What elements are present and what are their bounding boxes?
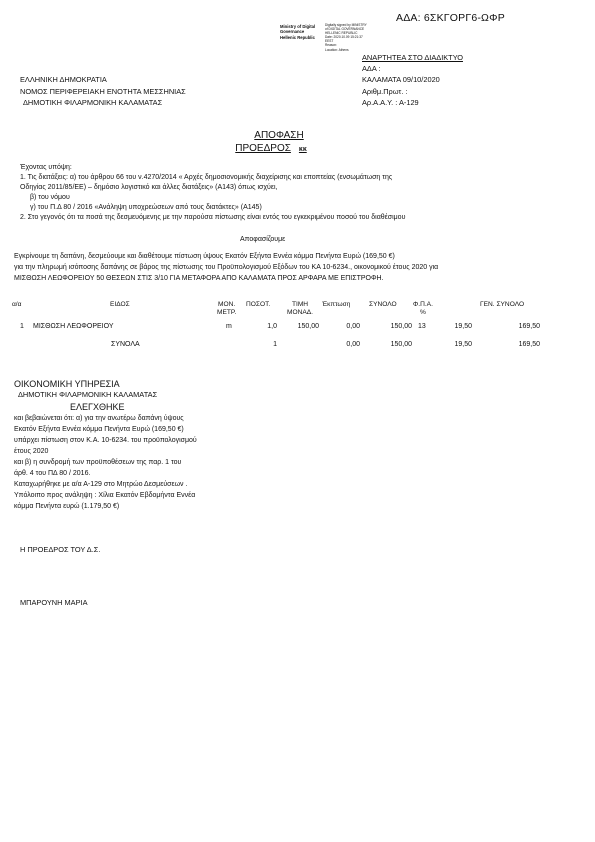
totals-posot: 1 xyxy=(273,341,277,348)
signatory-role: Η ΠΡΟΕΔΡΟΣ ΤΟΥ Δ.Σ. xyxy=(20,545,101,554)
subtitle-text: ΠΡΟΕΔΡΟΣ xyxy=(235,143,291,154)
considering-heading: Έχοντας υπόψη: xyxy=(20,164,72,171)
finance-line: Υπόλοιπο προς ανάληψη : Χίλια Εκατόν Εβδομήντα Εννέα xyxy=(14,492,196,499)
issuer-country: ΕΛΛΗΝΙΚΗ ΔΗΜΟΚΡΑΤΙΑ xyxy=(20,75,107,84)
cell-fpa-rate: 13 xyxy=(418,323,426,330)
protocol-number: Αριθμ.Πρωτ. : xyxy=(362,87,408,96)
stamp-line: HELLENIC REPUBLIC xyxy=(325,31,358,36)
finance-line: και βεβαιώνεται ότι: α) για την ανωτέρω δαπάνη ύψους xyxy=(14,415,184,422)
ada-label: ΑΔΑ : xyxy=(362,64,381,73)
col-header-mon-line: ΜΟΝ. xyxy=(218,301,236,308)
document-title: ΑΠΟΦΑΣΗ xyxy=(254,130,304,141)
considering-item: Οδηγίας 2011/85/ΕΕ) – δημόσιο λογιστικό και άλλες διατάξεις» (Α143) όπως ισχύει, xyxy=(20,184,278,191)
signatory-name: ΜΠΑΡΟΥΝΗ ΜΑΡΙΑ xyxy=(20,598,88,607)
finance-line: Εκατόν Εξήντα Εννέα κόμμα Πενήντα Ευρώ (169,50 €) xyxy=(14,426,184,433)
decision-heading: Αποφασίζουμε xyxy=(240,236,286,243)
col-header-eidos: ΕΙΔΟΣ xyxy=(110,301,130,308)
digital-signature-block xyxy=(280,24,315,40)
stamp-line: Reason: xyxy=(325,43,337,48)
considering-item: 1. Τις διατάξεις: α) του άρθρου 66 του ν.4270/2014 « Αρχές δημοσιονομικής διαχείρισης και εποπτείας (ενσωμάτωση της xyxy=(20,174,393,181)
stamp-line: of DIGITAL GOVERNANCE xyxy=(325,27,365,32)
checked-label: ΕΛΕΓΧΘΗΚΕ xyxy=(70,402,125,412)
finance-line: Καταχωρήθηκε με α/α Α-129 στο Μητρώο Δεσμεύσεων . xyxy=(14,481,188,488)
cell-synolo: 150,00 xyxy=(390,323,412,330)
document-subtitle xyxy=(191,143,351,154)
finance-line: έτους 2020 xyxy=(14,448,49,455)
col-header-mon-line: ΜΕΤΡ. xyxy=(217,309,237,316)
cell-mon: m xyxy=(226,323,232,330)
cell-ekptosi: 0,00 xyxy=(346,323,360,330)
finance-line: υπάρχει πίστωση στον Κ.Α. 10-6234. του προϋπολογισμού xyxy=(14,437,197,444)
totals-gen-synolo: 169,50 xyxy=(518,341,540,348)
decision-line: ΜΙΣΘΩΣΗ ΛΕΩΦΟΡΕΙΟΥ 50 ΘΕΣΕΩΝ ΣΤΙΣ 3/10 ΓΙΑ ΜΕΤΑΦΟΡΑ ΑΠΟ ΚΑΛΑΜΑΤΑ ΠΡΟΣ ΑΡΦΑΡΑ ΜΕ ΕΠΙΣΤΡΟΦΗ. xyxy=(14,275,384,282)
finance-service-heading: ΟΙΚΟΝΟΜΙΚΗ ΥΠΗΡΕΣΙΑ xyxy=(14,379,120,389)
ada-code: ΑΔΑ: 6ΣΚΓΟΡΓ6-ΩΦΡ xyxy=(396,12,505,24)
subtitle-suffix: κκ xyxy=(298,146,307,153)
totals-ekptosi: 0,00 xyxy=(346,341,360,348)
col-header-fpa xyxy=(413,301,433,317)
stamp-line: Digitally signed by MINISTRY xyxy=(325,23,367,27)
col-header-gen-synolo: ΓΕΝ. ΣΥΝΟΛΟ xyxy=(480,301,525,308)
col-header-fpa-line: % xyxy=(420,309,426,316)
col-header-timi xyxy=(287,301,313,317)
aay-number: Αρ.Α.Α.Υ. : Α-129 xyxy=(362,98,419,107)
totals-fpa-amount: 19,50 xyxy=(454,341,472,348)
stamp-line: Date: 2020.10.09 15:21:37 xyxy=(325,35,363,40)
col-header-fpa-line: Φ.Π.Α. xyxy=(413,301,433,308)
considering-item: β) του νόμου xyxy=(30,194,70,201)
finance-line: και β) η συνδρομή των προϋποθέσεων της παρ. 1 του xyxy=(14,459,182,466)
cell-timi: 150,00 xyxy=(297,323,319,330)
signature-line: Ministry of Digital xyxy=(280,24,316,29)
finance-organization: ΔΗΜΟΤΙΚΗ ΦΙΛΑΡΜΟΝΙΚΗ ΚΑΛΑΜΑΤΑΣ xyxy=(18,390,158,399)
finance-line: κόμμα Πενήντα ευρώ (1.179,50 €) xyxy=(14,503,120,510)
col-header-timi-line: ΤΙΜΗ xyxy=(291,301,309,308)
col-header-mon xyxy=(217,301,236,317)
col-header-synolo: ΣΥΝΟΛΟ xyxy=(369,301,397,308)
place-date: ΚΑΛΑΜΑΤΑ 09/10/2020 xyxy=(362,75,440,84)
totals-label: ΣΥΝΟΛΑ xyxy=(111,341,140,348)
cell-eidos: ΜΙΣΘΩΣΗ ΛΕΩΦΟΡΕΙΟΥ xyxy=(33,323,114,330)
considering-item: γ) του Π.Δ 80 / 2016 «Ανάληψη υποχρεώσεων από τους διατάκτες» (Α145) xyxy=(30,204,262,211)
signature-line: Hellenic Republic xyxy=(280,34,315,40)
decision-line: Εγκρίνουμε τη δαπάνη, δεσμεύουμε και διαθέτουμε πίστωση ύψους Εκατόν Εξήντα Εννέα κόμμα Πενήντα Ευρώ (169,50 €) xyxy=(14,253,395,260)
decision-line: για την πληρωμή ισόποσης δαπάνης σε βάρος της πίστωσης του Προϋπολογισμού Εξόδων του ΚΑ 10-6234., οικονομικού έτους 2020 για xyxy=(14,264,439,271)
col-header-aa: α/α xyxy=(12,301,22,308)
cell-fpa-amount: 19,50 xyxy=(454,323,472,330)
col-header-posot: ΠΟΣΟΤ. xyxy=(246,301,271,308)
issuer-organization: ΔΗΜΟΤΙΚΗ ΦΙΛΑΡΜΟΝΙΚΗ ΚΑΛΑΜΑΤΑΣ xyxy=(23,98,163,107)
cell-aa: 1 xyxy=(20,323,24,330)
issuer-region: ΝΟΜΟΣ ΠΕΡΙΦΕΡΕΙΑΚΗ ΕΝΟΤΗΤΑ ΜΕΣΣΗΝΙΑΣ xyxy=(20,87,186,96)
signature-line: Governance xyxy=(280,29,305,35)
stamp-line: EEST xyxy=(325,39,334,44)
considering-item: 2. Στο γεγονός ότι τα ποσά της δεσμευόμενης με την παρούσα πίστωσης είναι εντός του εγκεκριμένου ποσού του διαθέσιμου xyxy=(20,214,406,221)
col-header-ekptosi: Έκπτωση xyxy=(322,301,351,308)
finance-line: άρθ. 4 του ΠΔ 80 / 2016. xyxy=(14,470,91,477)
stamp-line: Location: Athens xyxy=(325,47,349,52)
cell-gen-synolo: 169,50 xyxy=(518,323,540,330)
posted-online-label: ΑΝΑΡΤΗΤΕΑ ΣΤΟ ΔΙΑΔΙΚΤΥΟ xyxy=(362,53,463,62)
cell-posot: 1,0 xyxy=(267,323,277,330)
signature-stamp xyxy=(325,23,367,52)
col-header-timi-line: ΜΟΝΑΔ. xyxy=(287,309,314,316)
totals-synolo: 150,00 xyxy=(390,341,412,348)
